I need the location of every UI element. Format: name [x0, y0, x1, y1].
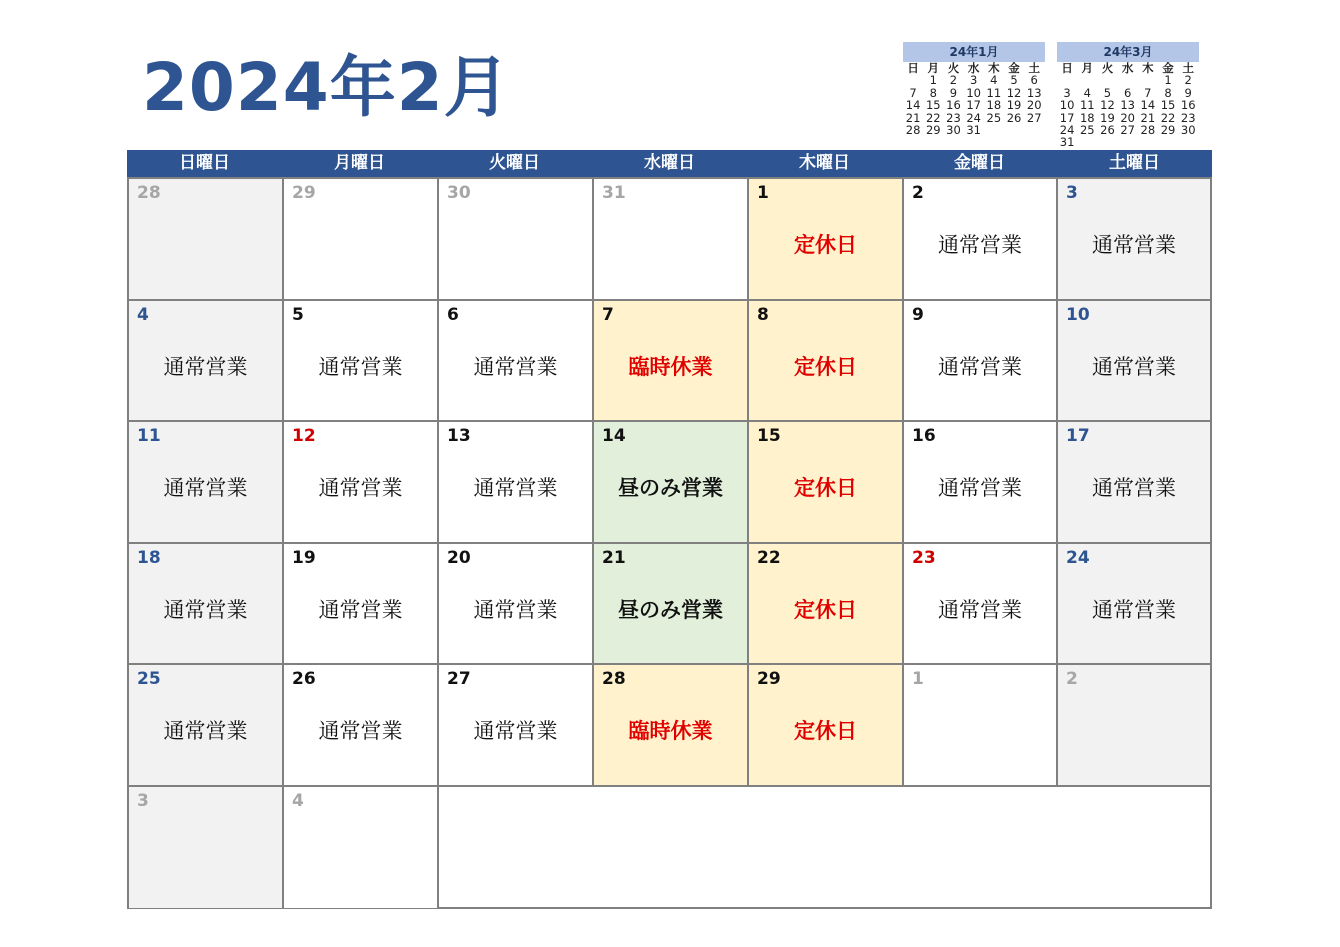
mini-week — [903, 124, 1045, 136]
day-number: 15 — [757, 426, 781, 446]
mini-week — [1057, 124, 1199, 136]
mini-dow: 水 — [967, 61, 980, 75]
mini-day — [1024, 124, 1044, 136]
mini-day: 12 — [1006, 85, 1022, 100]
mini-day: 3 — [1063, 85, 1071, 100]
day-status: 通常営業 — [163, 719, 248, 743]
mini-dow: 水 — [1121, 61, 1134, 75]
day-status: 通常営業 — [473, 598, 558, 622]
day-status: 通常営業 — [163, 476, 248, 500]
mini-day: 2 — [1184, 73, 1192, 88]
day-status: 通常営業 — [318, 476, 403, 500]
day-number: 5 — [292, 305, 304, 325]
day-status: 通常営業 — [473, 355, 558, 379]
day-cell[interactable] — [284, 544, 439, 665]
mini-day: 3 — [969, 73, 978, 88]
day-status: 定休日 — [794, 598, 857, 622]
mini-day: 20 — [1120, 110, 1135, 125]
day-status: 定休日 — [794, 719, 857, 743]
mini-day: 30 — [946, 123, 961, 138]
mini-day: 15 — [925, 98, 941, 113]
mini-day: 15 — [1160, 98, 1176, 113]
mini-day: 16 — [946, 98, 961, 113]
mini-day: 13 — [1120, 98, 1135, 113]
mini-day — [1097, 136, 1117, 148]
day-number: 3 — [1066, 183, 1078, 203]
day-cell[interactable] — [439, 665, 594, 787]
mini-day: 13 — [1026, 85, 1042, 100]
day-status: 通常営業 — [318, 719, 403, 743]
day-cell[interactable] — [284, 422, 439, 544]
mini-day: 11 — [1079, 98, 1095, 113]
day-status: 通常営業 — [938, 476, 1022, 500]
day-number: 25 — [137, 669, 161, 689]
day-cell[interactable] — [129, 179, 284, 301]
weekday-mon: 月曜日 — [334, 153, 385, 173]
mini-day — [1077, 74, 1097, 86]
mini-dow: 月 — [1081, 61, 1094, 75]
day-status: 定休日 — [794, 233, 857, 257]
mini-day: 9 — [949, 85, 958, 100]
mini-week — [1057, 99, 1199, 111]
day-status: 通常営業 — [473, 719, 558, 743]
mini-dow: 木 — [1142, 61, 1154, 75]
mini-day — [1077, 136, 1097, 148]
day-number: 28 — [602, 669, 626, 689]
day-number: 22 — [757, 548, 781, 568]
mini-day: 9 — [1184, 85, 1192, 100]
day-number: 2 — [912, 183, 924, 203]
mini-day: 6 — [1030, 73, 1038, 88]
mini-day: 31 — [1059, 135, 1075, 150]
day-cell[interactable] — [904, 544, 1058, 665]
page-title: 2024年2月 — [142, 49, 511, 126]
day-number: 31 — [602, 183, 626, 203]
weekday-thu: 木曜日 — [799, 153, 850, 173]
day-cell[interactable] — [749, 301, 904, 422]
day-number: 12 — [292, 426, 316, 446]
mini-day: 12 — [1100, 98, 1115, 113]
day-number: 4 — [137, 305, 149, 325]
weekday-header — [127, 150, 1212, 177]
day-status: 通常営業 — [318, 598, 403, 622]
mini-day: 22 — [925, 110, 941, 125]
mini-dow: 火 — [947, 61, 960, 75]
mini-dow: 火 — [1101, 61, 1114, 75]
mini-day — [1178, 136, 1198, 148]
day-status: 通常営業 — [1092, 233, 1176, 257]
day-cell[interactable] — [904, 301, 1058, 422]
day-number: 20 — [447, 548, 471, 568]
day-status: 通常営業 — [938, 598, 1022, 622]
day-number: 26 — [292, 669, 316, 689]
mini-day: 14 — [1140, 98, 1156, 113]
mini-day — [1057, 74, 1077, 86]
day-number: 7 — [602, 305, 614, 325]
mini-day — [1004, 124, 1024, 136]
mini-day: 23 — [1180, 110, 1196, 125]
day-number: 6 — [447, 305, 459, 325]
day-number: 29 — [757, 669, 781, 689]
day-status: 昼のみ営業 — [618, 598, 723, 622]
mini-day: 21 — [905, 110, 921, 125]
day-cell[interactable] — [749, 179, 904, 301]
day-status: 臨時休業 — [628, 355, 713, 379]
day-number: 9 — [912, 305, 924, 325]
day-cell[interactable] — [904, 179, 1058, 301]
day-status: 通常営業 — [938, 233, 1022, 257]
day-number: 1 — [757, 183, 769, 203]
mini-day: 21 — [1140, 110, 1156, 125]
day-status: 定休日 — [794, 355, 857, 379]
day-cell[interactable] — [284, 787, 439, 908]
day-cell[interactable] — [1058, 544, 1210, 665]
mini-day: 17 — [966, 98, 981, 113]
day-status: 通常営業 — [1092, 355, 1176, 379]
mini-day: 10 — [966, 85, 981, 100]
day-cell[interactable] — [594, 665, 749, 787]
mini-day: 5 — [1010, 73, 1018, 88]
mini-day: 1 — [929, 73, 937, 88]
mini-day: 29 — [1160, 123, 1176, 138]
mini-day: 19 — [1100, 110, 1115, 125]
mini-week — [903, 74, 1045, 86]
day-number: 19 — [292, 548, 316, 568]
mini-day: 28 — [905, 123, 921, 138]
mini-day: 17 — [1059, 110, 1075, 125]
mini-dow: 金 — [1008, 61, 1020, 75]
mini-day: 11 — [986, 85, 1002, 100]
day-cell[interactable] — [1058, 301, 1210, 422]
day-number: 23 — [912, 548, 936, 568]
mini-day: 25 — [986, 110, 1002, 125]
day-cell[interactable] — [904, 422, 1058, 544]
day-cell[interactable] — [284, 665, 439, 787]
day-cell[interactable] — [594, 179, 749, 301]
day-number: 11 — [137, 426, 161, 446]
day-cell[interactable] — [439, 422, 594, 544]
weekday-wed: 水曜日 — [644, 153, 695, 173]
mini-day — [1158, 136, 1178, 148]
mini-day — [1138, 136, 1158, 148]
weekday-sun: 日曜日 — [179, 153, 230, 173]
mini-day: 18 — [1079, 110, 1095, 125]
mini-dow: 土 — [1028, 61, 1040, 75]
mini-day: 31 — [966, 123, 981, 138]
mini-day: 24 — [1059, 123, 1075, 138]
day-cell[interactable] — [439, 544, 594, 665]
mini-day: 26 — [1006, 110, 1022, 125]
day-cell[interactable] — [284, 179, 439, 301]
day-number: 24 — [1066, 548, 1090, 568]
day-number: 28 — [137, 183, 161, 203]
mini-week — [903, 99, 1045, 111]
weekday-sat: 土曜日 — [1109, 153, 1160, 173]
day-cell[interactable] — [439, 301, 594, 422]
day-number: 30 — [447, 183, 471, 203]
mini-week — [1057, 74, 1199, 86]
day-cell[interactable] — [594, 422, 749, 544]
day-number: 2 — [1066, 669, 1078, 689]
day-status: 通常営業 — [1092, 598, 1176, 622]
mini-day: 20 — [1026, 98, 1042, 113]
day-number: 10 — [1066, 305, 1090, 325]
mini-day — [984, 124, 1004, 136]
mini-dow: 日 — [1061, 61, 1073, 75]
day-number: 13 — [447, 426, 471, 446]
mini-day: 5 — [1103, 85, 1112, 100]
day-cell[interactable] — [1058, 179, 1210, 301]
mini-day: 27 — [1120, 123, 1135, 138]
day-number: 17 — [1066, 426, 1090, 446]
day-cell[interactable] — [1058, 422, 1210, 544]
mini-dow: 日 — [907, 61, 919, 75]
mini-day: 14 — [905, 98, 921, 113]
day-number: 16 — [912, 426, 936, 446]
day-number: 3 — [137, 791, 149, 811]
month-grid — [127, 177, 1212, 909]
day-cell[interactable] — [594, 544, 749, 665]
mini-day — [903, 74, 923, 86]
day-status: 通常営業 — [938, 355, 1022, 379]
day-number: 27 — [447, 669, 471, 689]
mini-day: 26 — [1100, 123, 1115, 138]
day-number: 1 — [912, 669, 924, 689]
day-cell[interactable] — [129, 301, 284, 422]
mini-day: 2 — [949, 73, 958, 88]
mini-day: 4 — [1083, 85, 1091, 100]
day-number: 18 — [137, 548, 161, 568]
mini-day: 22 — [1160, 110, 1176, 125]
day-status: 昼のみ営業 — [618, 476, 723, 500]
day-number: 21 — [602, 548, 626, 568]
mini-day: 30 — [1180, 123, 1196, 138]
day-number: 29 — [292, 183, 316, 203]
mini-day: 27 — [1026, 110, 1042, 125]
day-number: 8 — [757, 305, 769, 325]
day-cell[interactable] — [904, 665, 1058, 787]
mini-calendar-next — [1057, 42, 1199, 149]
mini-day: 24 — [966, 110, 981, 125]
day-cell[interactable] — [439, 179, 594, 301]
mini-dow: 土 — [1182, 61, 1194, 75]
weekday-tue: 火曜日 — [489, 153, 540, 173]
day-cell[interactable] — [284, 301, 439, 422]
day-cell[interactable] — [129, 787, 284, 908]
notes-area — [439, 787, 1210, 907]
day-status: 通常営業 — [163, 598, 248, 622]
mini-day: 29 — [925, 123, 941, 138]
day-cell[interactable] — [749, 422, 904, 544]
day-status: 臨時休業 — [628, 719, 713, 743]
mini-day: 10 — [1059, 98, 1075, 113]
mini-day: 4 — [990, 73, 998, 88]
mini-day: 16 — [1180, 98, 1196, 113]
mini-week — [1057, 136, 1199, 148]
day-status: 通常営業 — [318, 355, 403, 379]
mini-day — [1118, 74, 1138, 86]
mini-dow: 月 — [927, 61, 940, 75]
mini-day: 25 — [1079, 123, 1095, 138]
day-number: 14 — [602, 426, 626, 446]
mini-day: 8 — [929, 85, 937, 100]
day-cell[interactable] — [749, 665, 904, 787]
mini-day: 28 — [1140, 123, 1156, 138]
mini-day: 18 — [986, 98, 1002, 113]
mini-calendar-title: 24年1月 — [903, 42, 1045, 62]
mini-day: 7 — [909, 85, 917, 100]
mini-day: 23 — [946, 110, 961, 125]
mini-dow: 金 — [1162, 61, 1174, 75]
mini-day: 1 — [1164, 73, 1172, 88]
mini-dow: 木 — [988, 61, 1000, 75]
mini-day: 19 — [1006, 98, 1022, 113]
day-status: 通常営業 — [1092, 476, 1176, 500]
day-cell[interactable] — [129, 422, 284, 544]
day-status: 定休日 — [794, 476, 857, 500]
mini-calendar-title: 24年3月 — [1057, 42, 1199, 62]
weekday-fri: 金曜日 — [954, 153, 1005, 173]
day-status: 通常営業 — [473, 476, 558, 500]
mini-day — [1118, 136, 1138, 148]
day-status: 通常営業 — [163, 355, 248, 379]
day-cell[interactable] — [129, 665, 284, 787]
mini-day: 6 — [1123, 85, 1132, 100]
mini-day — [1097, 74, 1117, 86]
mini-day — [1138, 74, 1158, 86]
mini-calendar-prev — [903, 42, 1045, 136]
mini-day: 7 — [1144, 85, 1152, 100]
day-cell[interactable] — [1058, 665, 1210, 787]
day-number: 4 — [292, 791, 304, 811]
day-cell[interactable] — [749, 544, 904, 665]
mini-day: 8 — [1164, 85, 1172, 100]
day-cell[interactable] — [129, 544, 284, 665]
day-cell[interactable] — [594, 301, 749, 422]
